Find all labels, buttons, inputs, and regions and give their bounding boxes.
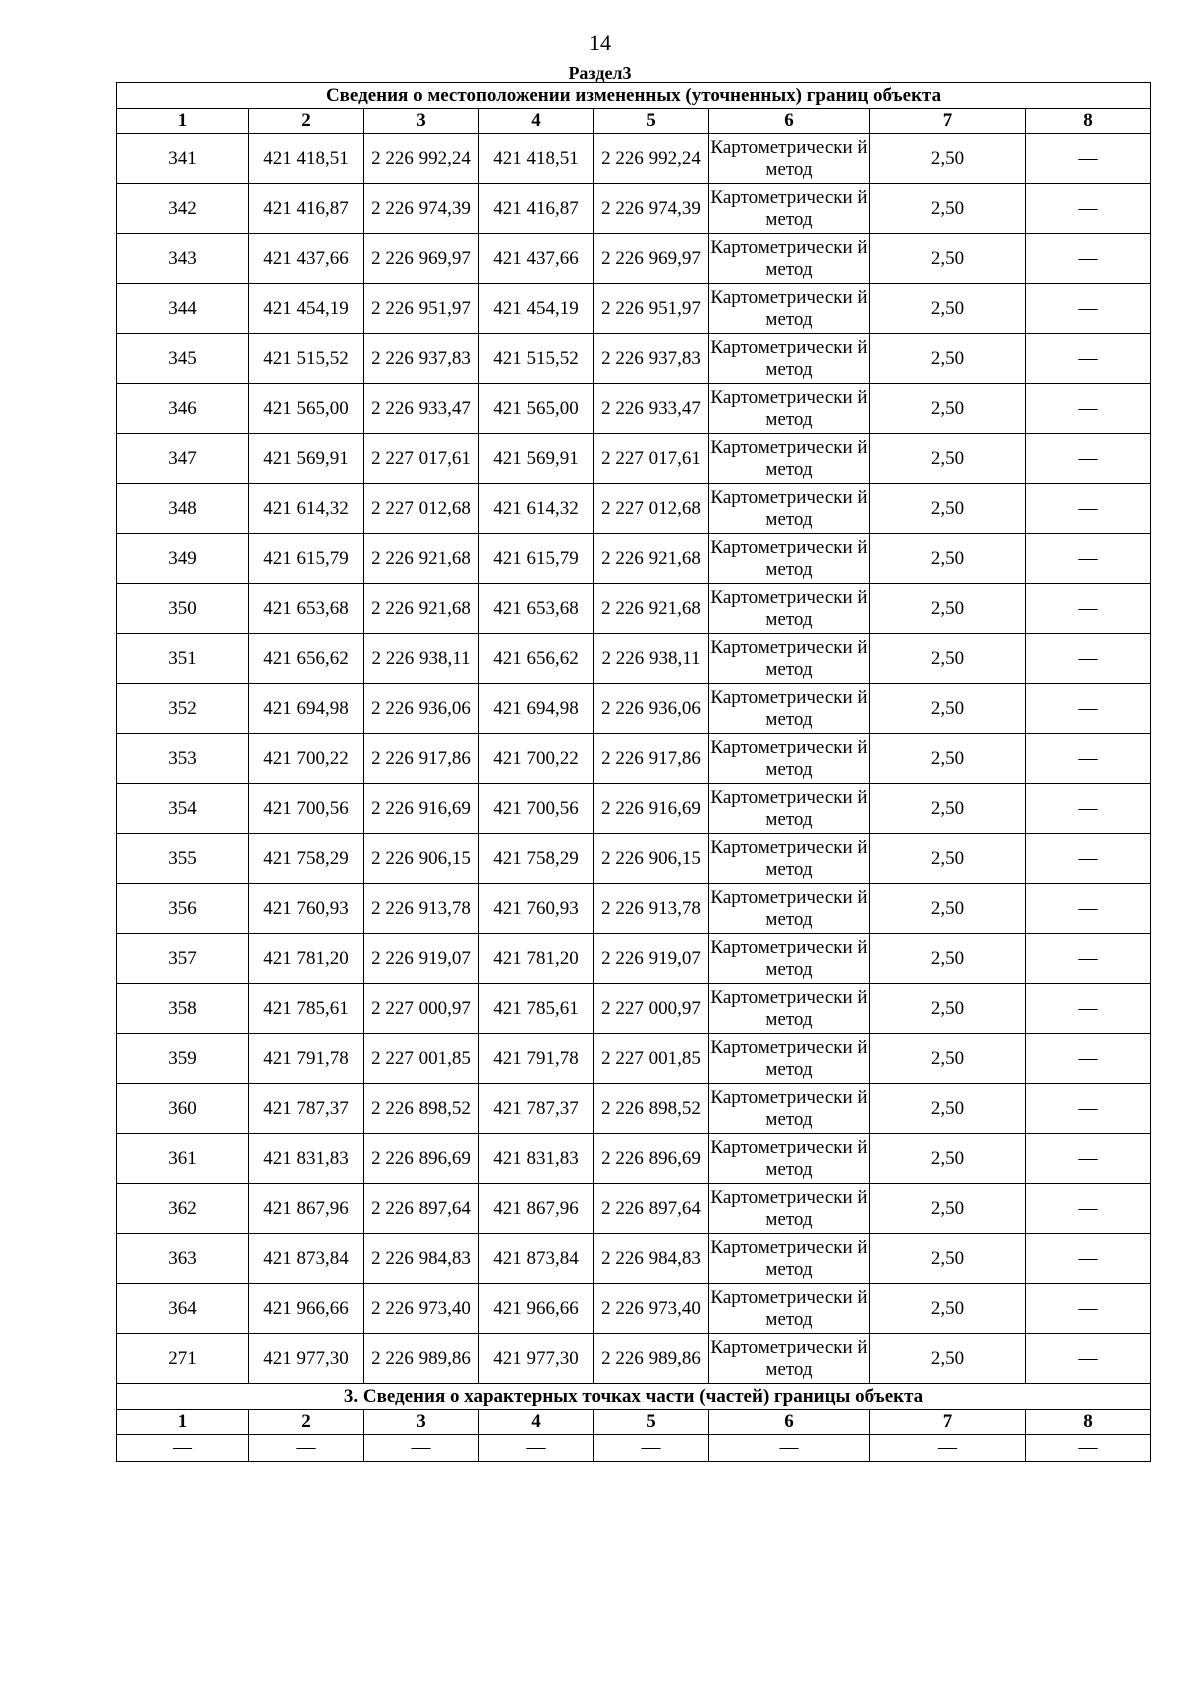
point-number-cell: 356 — [117, 884, 249, 934]
point-number-cell: 353 — [117, 734, 249, 784]
accuracy-cell: 2,50 — [870, 484, 1026, 534]
x-new-cell: 421 700,56 — [479, 784, 594, 834]
method-cell: Картометрически й метод — [709, 1284, 870, 1334]
y-old-cell: 2 226 921,68 — [364, 584, 479, 634]
column-number: 7 — [870, 109, 1026, 134]
y-old-cell: 2 227 001,85 — [364, 1034, 479, 1084]
table-row — [117, 184, 1151, 234]
x-new-cell: 421 867,96 — [479, 1184, 594, 1234]
x-old-cell: 421 569,91 — [249, 434, 364, 484]
method-cell: Картометрически й метод — [709, 134, 870, 184]
note-cell: — — [1026, 534, 1151, 584]
method-cell: Картометрически й метод — [709, 234, 870, 284]
table-row — [117, 834, 1151, 884]
parts-column-number: 6 — [709, 1410, 870, 1435]
note-cell: — — [1026, 1334, 1151, 1384]
point-number-cell: 364 — [117, 1284, 249, 1334]
table-row — [117, 684, 1151, 734]
y-new-cell: 2 226 917,86 — [594, 734, 709, 784]
accuracy-cell: 2,50 — [870, 734, 1026, 784]
y-old-cell: 2 226 989,86 — [364, 1334, 479, 1384]
point-number-cell: 271 — [117, 1334, 249, 1384]
accuracy-cell: 2,50 — [870, 784, 1026, 834]
x-old-cell: 421 781,20 — [249, 934, 364, 984]
x-new-cell: 421 418,51 — [479, 134, 594, 184]
column-number-row — [117, 109, 1151, 134]
x-new-cell: 421 515,52 — [479, 334, 594, 384]
note-cell: — — [1026, 934, 1151, 984]
column-number: 5 — [594, 109, 709, 134]
y-new-cell: 2 226 989,86 — [594, 1334, 709, 1384]
x-old-cell: 421 614,32 — [249, 484, 364, 534]
parts-column-number: 5 — [594, 1410, 709, 1435]
method-cell: Картометрически й метод — [709, 484, 870, 534]
x-old-cell: 421 867,96 — [249, 1184, 364, 1234]
y-old-cell: 2 226 906,15 — [364, 834, 479, 884]
note-cell: — — [1026, 184, 1151, 234]
parts-empty-cell: — — [709, 1435, 870, 1462]
x-new-cell: 421 831,83 — [479, 1134, 594, 1184]
x-new-cell: 421 416,87 — [479, 184, 594, 234]
accuracy-cell: 2,50 — [870, 1334, 1026, 1384]
accuracy-cell: 2,50 — [870, 984, 1026, 1034]
note-cell: — — [1026, 584, 1151, 634]
point-number-cell: 354 — [117, 784, 249, 834]
parts-empty-cell: — — [249, 1435, 364, 1462]
parts-column-number: 2 — [249, 1410, 364, 1435]
parts-empty-cell: — — [594, 1435, 709, 1462]
method-cell: Картометрически й метод — [709, 684, 870, 734]
note-cell: — — [1026, 384, 1151, 434]
note-cell: — — [1026, 884, 1151, 934]
x-new-cell: 421 791,78 — [479, 1034, 594, 1084]
method-cell: Картометрически й метод — [709, 884, 870, 934]
y-old-cell: 2 226 897,64 — [364, 1184, 479, 1234]
table-row — [117, 284, 1151, 334]
table-row — [117, 1334, 1151, 1384]
x-old-cell: 421 758,29 — [249, 834, 364, 884]
accuracy-cell: 2,50 — [870, 384, 1026, 434]
method-cell: Картометрически й метод — [709, 784, 870, 834]
note-cell: — — [1026, 1034, 1151, 1084]
y-old-cell: 2 227 017,61 — [364, 434, 479, 484]
method-cell: Картометрически й метод — [709, 984, 870, 1034]
accuracy-cell: 2,50 — [870, 1284, 1026, 1334]
x-new-cell: 421 787,37 — [479, 1084, 594, 1134]
note-cell: — — [1026, 1234, 1151, 1284]
point-number-cell: 359 — [117, 1034, 249, 1084]
point-number-cell: 345 — [117, 334, 249, 384]
x-old-cell: 421 454,19 — [249, 284, 364, 334]
table-row — [117, 434, 1151, 484]
accuracy-cell: 2,50 — [870, 534, 1026, 584]
x-old-cell: 421 787,37 — [249, 1084, 364, 1134]
y-old-cell: 2 227 012,68 — [364, 484, 479, 534]
x-new-cell: 421 565,00 — [479, 384, 594, 434]
parts-column-number: 7 — [870, 1410, 1026, 1435]
y-old-cell: 2 226 933,47 — [364, 384, 479, 434]
point-number-cell: 348 — [117, 484, 249, 534]
y-new-cell: 2 226 992,24 — [594, 134, 709, 184]
x-old-cell: 421 873,84 — [249, 1234, 364, 1284]
y-new-cell: 2 226 984,83 — [594, 1234, 709, 1284]
y-new-cell: 2 226 919,07 — [594, 934, 709, 984]
accuracy-cell: 2,50 — [870, 1234, 1026, 1284]
x-new-cell: 421 758,29 — [479, 834, 594, 884]
table-row — [117, 1134, 1151, 1184]
table-row — [117, 1084, 1151, 1134]
note-cell: — — [1026, 134, 1151, 184]
accuracy-cell: 2,50 — [870, 284, 1026, 334]
parts-empty-cell: — — [117, 1435, 249, 1462]
x-old-cell: 421 700,22 — [249, 734, 364, 784]
table-row — [117, 234, 1151, 284]
y-old-cell: 2 226 896,69 — [364, 1134, 479, 1184]
table-row — [117, 634, 1151, 684]
note-cell: — — [1026, 1134, 1151, 1184]
y-new-cell: 2 226 906,15 — [594, 834, 709, 884]
table-row — [117, 1284, 1151, 1334]
accuracy-cell: 2,50 — [870, 884, 1026, 934]
accuracy-cell: 2,50 — [870, 334, 1026, 384]
y-new-cell: 2 227 012,68 — [594, 484, 709, 534]
x-new-cell: 421 694,98 — [479, 684, 594, 734]
y-new-cell: 2 226 921,68 — [594, 534, 709, 584]
point-number-cell: 363 — [117, 1234, 249, 1284]
method-cell: Картометрически й метод — [709, 1134, 870, 1184]
parts-empty-cell: — — [479, 1435, 594, 1462]
note-cell: — — [1026, 1184, 1151, 1234]
point-number-cell: 351 — [117, 634, 249, 684]
y-new-cell: 2 226 897,64 — [594, 1184, 709, 1234]
x-new-cell: 421 700,22 — [479, 734, 594, 784]
y-old-cell: 2 226 936,06 — [364, 684, 479, 734]
section-title: Раздел3 — [568, 63, 632, 83]
x-old-cell: 421 418,51 — [249, 134, 364, 184]
y-new-cell: 2 226 916,69 — [594, 784, 709, 834]
table-row — [117, 334, 1151, 384]
point-number-cell: 362 — [117, 1184, 249, 1234]
method-cell: Картометрически й метод — [709, 934, 870, 984]
parts-column-number: 8 — [1026, 1410, 1151, 1435]
note-cell: — — [1026, 784, 1151, 834]
parts-column-number: 3 — [364, 1410, 479, 1435]
table-caption: Сведения о местоположении измененных (уточненных) границ объекта — [117, 83, 1151, 109]
table-caption-row — [117, 83, 1151, 109]
y-new-cell: 2 226 921,68 — [594, 584, 709, 634]
x-new-cell: 421 977,30 — [479, 1334, 594, 1384]
note-cell: — — [1026, 734, 1151, 784]
accuracy-cell: 2,50 — [870, 134, 1026, 184]
boundary-coordinates-table — [116, 82, 1151, 1462]
accuracy-cell: 2,50 — [870, 834, 1026, 884]
note-cell: — — [1026, 1084, 1151, 1134]
x-new-cell: 421 615,79 — [479, 534, 594, 584]
method-cell: Картометрически й метод — [709, 734, 870, 784]
y-old-cell: 2 226 984,83 — [364, 1234, 479, 1284]
point-number-cell: 343 — [117, 234, 249, 284]
column-number: 6 — [709, 109, 870, 134]
parts-column-number-row — [117, 1410, 1151, 1435]
x-old-cell: 421 416,87 — [249, 184, 364, 234]
method-cell: Картометрически й метод — [709, 534, 870, 584]
point-number-cell: 349 — [117, 534, 249, 584]
method-cell: Картометрически й метод — [709, 634, 870, 684]
y-new-cell: 2 227 017,61 — [594, 434, 709, 484]
y-new-cell: 2 226 913,78 — [594, 884, 709, 934]
point-number-cell: 347 — [117, 434, 249, 484]
note-cell: — — [1026, 434, 1151, 484]
parts-caption-row — [117, 1384, 1151, 1410]
accuracy-cell: 2,50 — [870, 184, 1026, 234]
point-number-cell: 341 — [117, 134, 249, 184]
x-old-cell: 421 966,66 — [249, 1284, 364, 1334]
y-old-cell: 2 226 898,52 — [364, 1084, 479, 1134]
x-old-cell: 421 437,66 — [249, 234, 364, 284]
y-new-cell: 2 226 938,11 — [594, 634, 709, 684]
x-old-cell: 421 700,56 — [249, 784, 364, 834]
y-old-cell: 2 226 951,97 — [364, 284, 479, 334]
x-old-cell: 421 656,62 — [249, 634, 364, 684]
note-cell: — — [1026, 984, 1151, 1034]
y-new-cell: 2 227 001,85 — [594, 1034, 709, 1084]
y-old-cell: 2 226 917,86 — [364, 734, 479, 784]
method-cell: Картометрически й метод — [709, 1334, 870, 1384]
accuracy-cell: 2,50 — [870, 584, 1026, 634]
parts-empty-cell: — — [1026, 1435, 1151, 1462]
table-row — [117, 1184, 1151, 1234]
y-old-cell: 2 227 000,97 — [364, 984, 479, 1034]
column-number: 4 — [479, 109, 594, 134]
note-cell: — — [1026, 834, 1151, 884]
method-cell: Картометрически й метод — [709, 284, 870, 334]
accuracy-cell: 2,50 — [870, 1034, 1026, 1084]
method-cell: Картометрически й метод — [709, 1184, 870, 1234]
x-new-cell: 421 454,19 — [479, 284, 594, 334]
y-new-cell: 2 226 936,06 — [594, 684, 709, 734]
point-number-cell: 361 — [117, 1134, 249, 1184]
note-cell: — — [1026, 234, 1151, 284]
point-number-cell: 346 — [117, 384, 249, 434]
x-new-cell: 421 781,20 — [479, 934, 594, 984]
x-old-cell: 421 785,61 — [249, 984, 364, 1034]
y-new-cell: 2 226 937,83 — [594, 334, 709, 384]
table-row — [117, 1234, 1151, 1284]
x-old-cell: 421 694,98 — [249, 684, 364, 734]
method-cell: Картометрически й метод — [709, 384, 870, 434]
table-row — [117, 934, 1151, 984]
x-old-cell: 421 760,93 — [249, 884, 364, 934]
y-old-cell: 2 226 916,69 — [364, 784, 479, 834]
y-old-cell: 2 226 938,11 — [364, 634, 479, 684]
table-row — [117, 784, 1151, 834]
column-number: 8 — [1026, 109, 1151, 134]
x-new-cell: 421 614,32 — [479, 484, 594, 534]
x-old-cell: 421 977,30 — [249, 1334, 364, 1384]
y-old-cell: 2 226 919,07 — [364, 934, 479, 984]
table-row — [117, 984, 1151, 1034]
table-row — [117, 734, 1151, 784]
parts-table-row — [117, 1435, 1151, 1462]
x-old-cell: 421 565,00 — [249, 384, 364, 434]
x-old-cell: 421 831,83 — [249, 1134, 364, 1184]
point-number-cell: 355 — [117, 834, 249, 884]
table-row — [117, 384, 1151, 434]
accuracy-cell: 2,50 — [870, 934, 1026, 984]
column-number: 1 — [117, 109, 249, 134]
note-cell: — — [1026, 284, 1151, 334]
column-number: 2 — [249, 109, 364, 134]
accuracy-cell: 2,50 — [870, 1084, 1026, 1134]
y-old-cell: 2 226 973,40 — [364, 1284, 479, 1334]
x-new-cell: 421 437,66 — [479, 234, 594, 284]
point-number-cell: 358 — [117, 984, 249, 1034]
point-number-cell: 350 — [117, 584, 249, 634]
accuracy-cell: 2,50 — [870, 234, 1026, 284]
x-new-cell: 421 569,91 — [479, 434, 594, 484]
parts-column-number: 4 — [479, 1410, 594, 1435]
method-cell: Картометрически й метод — [709, 184, 870, 234]
x-old-cell: 421 653,68 — [249, 584, 364, 634]
point-number-cell: 352 — [117, 684, 249, 734]
table-row — [117, 484, 1151, 534]
y-new-cell: 2 226 973,40 — [594, 1284, 709, 1334]
method-cell: Картометрически й метод — [709, 334, 870, 384]
parts-caption: 3. Сведения о характерных точках части (частей) границы объекта — [117, 1384, 1151, 1410]
method-cell: Картометрически й метод — [709, 434, 870, 484]
y-old-cell: 2 226 913,78 — [364, 884, 479, 934]
point-number-cell: 342 — [117, 184, 249, 234]
accuracy-cell: 2,50 — [870, 634, 1026, 684]
method-cell: Картометрически й метод — [709, 1034, 870, 1084]
y-old-cell: 2 226 937,83 — [364, 334, 479, 384]
point-number-cell: 344 — [117, 284, 249, 334]
x-old-cell: 421 791,78 — [249, 1034, 364, 1084]
method-cell: Картометрически й метод — [709, 834, 870, 884]
y-new-cell: 2 226 974,39 — [594, 184, 709, 234]
parts-empty-cell: — — [870, 1435, 1026, 1462]
note-cell: — — [1026, 334, 1151, 384]
y-new-cell: 2 227 000,97 — [594, 984, 709, 1034]
y-new-cell: 2 226 896,69 — [594, 1134, 709, 1184]
note-cell: — — [1026, 684, 1151, 734]
y-old-cell: 2 226 974,39 — [364, 184, 479, 234]
y-new-cell: 2 226 898,52 — [594, 1084, 709, 1134]
accuracy-cell: 2,50 — [870, 1134, 1026, 1184]
method-cell: Картометрически й метод — [709, 1084, 870, 1134]
method-cell: Картометрически й метод — [709, 584, 870, 634]
note-cell: — — [1026, 1284, 1151, 1334]
y-new-cell: 2 226 969,97 — [594, 234, 709, 284]
accuracy-cell: 2,50 — [870, 1184, 1026, 1234]
note-cell: — — [1026, 484, 1151, 534]
accuracy-cell: 2,50 — [870, 434, 1026, 484]
table-row — [117, 1034, 1151, 1084]
parts-column-number: 1 — [117, 1410, 249, 1435]
x-new-cell: 421 653,68 — [479, 584, 594, 634]
x-old-cell: 421 515,52 — [249, 334, 364, 384]
table-row — [117, 884, 1151, 934]
column-number: 3 — [364, 109, 479, 134]
table-row — [117, 534, 1151, 584]
y-new-cell: 2 226 933,47 — [594, 384, 709, 434]
page-number: 14 — [589, 30, 611, 55]
y-new-cell: 2 226 951,97 — [594, 284, 709, 334]
note-cell: — — [1026, 634, 1151, 684]
point-number-cell: 357 — [117, 934, 249, 984]
x-new-cell: 421 656,62 — [479, 634, 594, 684]
parts-empty-cell: — — [364, 1435, 479, 1462]
y-old-cell: 2 226 969,97 — [364, 234, 479, 284]
x-new-cell: 421 760,93 — [479, 884, 594, 934]
x-new-cell: 421 873,84 — [479, 1234, 594, 1284]
table-row — [117, 584, 1151, 634]
x-new-cell: 421 785,61 — [479, 984, 594, 1034]
y-old-cell: 2 226 992,24 — [364, 134, 479, 184]
accuracy-cell: 2,50 — [870, 684, 1026, 734]
x-new-cell: 421 966,66 — [479, 1284, 594, 1334]
table-row — [117, 134, 1151, 184]
y-old-cell: 2 226 921,68 — [364, 534, 479, 584]
method-cell: Картометрически й метод — [709, 1234, 870, 1284]
x-old-cell: 421 615,79 — [249, 534, 364, 584]
point-number-cell: 360 — [117, 1084, 249, 1134]
